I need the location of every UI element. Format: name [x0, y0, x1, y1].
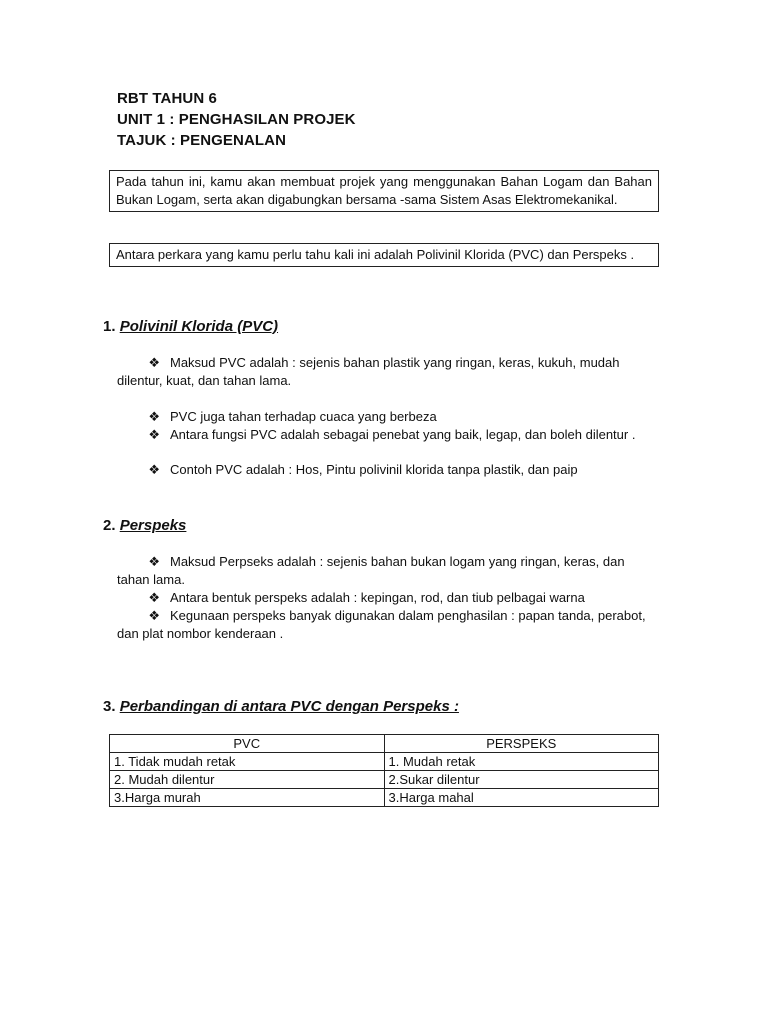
- bullet-text: Maksud PVC adalah : sejenis bahan plastik yang ringan, keras, kukuh, mudah dilentur, kuat, dan tahan lama.: [117, 355, 620, 388]
- bullet-text: PVC juga tahan terhadap cuaca yang berbeza: [170, 409, 437, 424]
- section-3-title: Perbandingan di antara PVC dengan Perspeks :: [119, 698, 459, 715]
- table-row: [110, 753, 659, 771]
- bullet-item: [117, 408, 652, 426]
- section-3-heading: [103, 698, 459, 715]
- section-1-number: 1.: [103, 318, 116, 335]
- bullet-icon: ❖: [148, 554, 160, 569]
- bullet-icon: ❖: [148, 355, 160, 370]
- bullet-icon: ❖: [148, 590, 160, 605]
- bullet-item: [117, 553, 652, 589]
- bullet-text: Maksud Perpseks adalah : sejenis bahan bukan logam yang ringan, keras, dan tahan lama.: [117, 554, 625, 587]
- table-cell: 1. Mudah retak: [384, 753, 659, 771]
- bullet-icon: ❖: [148, 608, 160, 623]
- table-cell: 2.Sukar dilentur: [384, 771, 659, 789]
- document-header: [117, 88, 356, 151]
- bullet-text: Kegunaan perspeks banyak digunakan dalam penghasilan : papan tanda, perabot, dan plat nombor kenderaan .: [117, 608, 646, 641]
- bullet-icon: ❖: [148, 409, 160, 424]
- bullet-item: [117, 607, 652, 643]
- table-cell: 1. Tidak mudah retak: [110, 753, 385, 771]
- table-header-row: [110, 735, 659, 753]
- table-cell: 3.Harga murah: [110, 789, 385, 807]
- section-2-heading: [103, 517, 186, 534]
- table-header-perspeks: PERSPEKS: [384, 735, 659, 753]
- header-subject: RBT TAHUN 6: [117, 90, 217, 107]
- section-2-title: Perspeks: [119, 517, 187, 534]
- section-1-heading: [103, 318, 278, 335]
- section-3-number: 3.: [103, 698, 116, 715]
- table-row: [110, 771, 659, 789]
- bullet-item: [117, 589, 652, 607]
- comparison-table: [109, 734, 659, 807]
- bullet-text: Antara fungsi PVC adalah sebagai penebat yang baik, legap, dan boleh dilentur .: [170, 427, 636, 442]
- bullet-item: [117, 354, 652, 390]
- table-header-pvc: PVC: [110, 735, 385, 753]
- section-2-number: 2.: [103, 517, 116, 534]
- bullet-text: Antara bentuk perspeks adalah : kepingan, rod, dan tiub pelbagai warna: [170, 590, 585, 605]
- table-cell: 2. Mudah dilentur: [110, 771, 385, 789]
- section-1-title: Polivinil Klorida (PVC): [119, 318, 279, 335]
- bullet-item: [117, 426, 652, 444]
- intro-box-2: Antara perkara yang kamu perlu tahu kali ini adalah Polivinil Klorida (PVC) dan Perspeks .: [109, 243, 659, 267]
- table-cell: 3.Harga mahal: [384, 789, 659, 807]
- intro-box-1: Pada tahun ini, kamu akan membuat projek yang menggunakan Bahan Logam dan Bahan Bukan Logam, serta akan digabungkan bersama -sama Sistem Asas Elektromekanikal.: [109, 170, 659, 212]
- bullet-icon: ❖: [148, 462, 160, 477]
- header-topic: TAJUK : PENGENALAN: [117, 132, 287, 149]
- header-unit: UNIT 1 : PENGHASILAN PROJEK: [117, 111, 356, 128]
- bullet-item: [117, 461, 652, 479]
- bullet-icon: ❖: [148, 427, 160, 442]
- table-row: [110, 789, 659, 807]
- bullet-text: Contoh PVC adalah : Hos, Pintu polivinil klorida tanpa plastik, dan paip: [170, 462, 578, 477]
